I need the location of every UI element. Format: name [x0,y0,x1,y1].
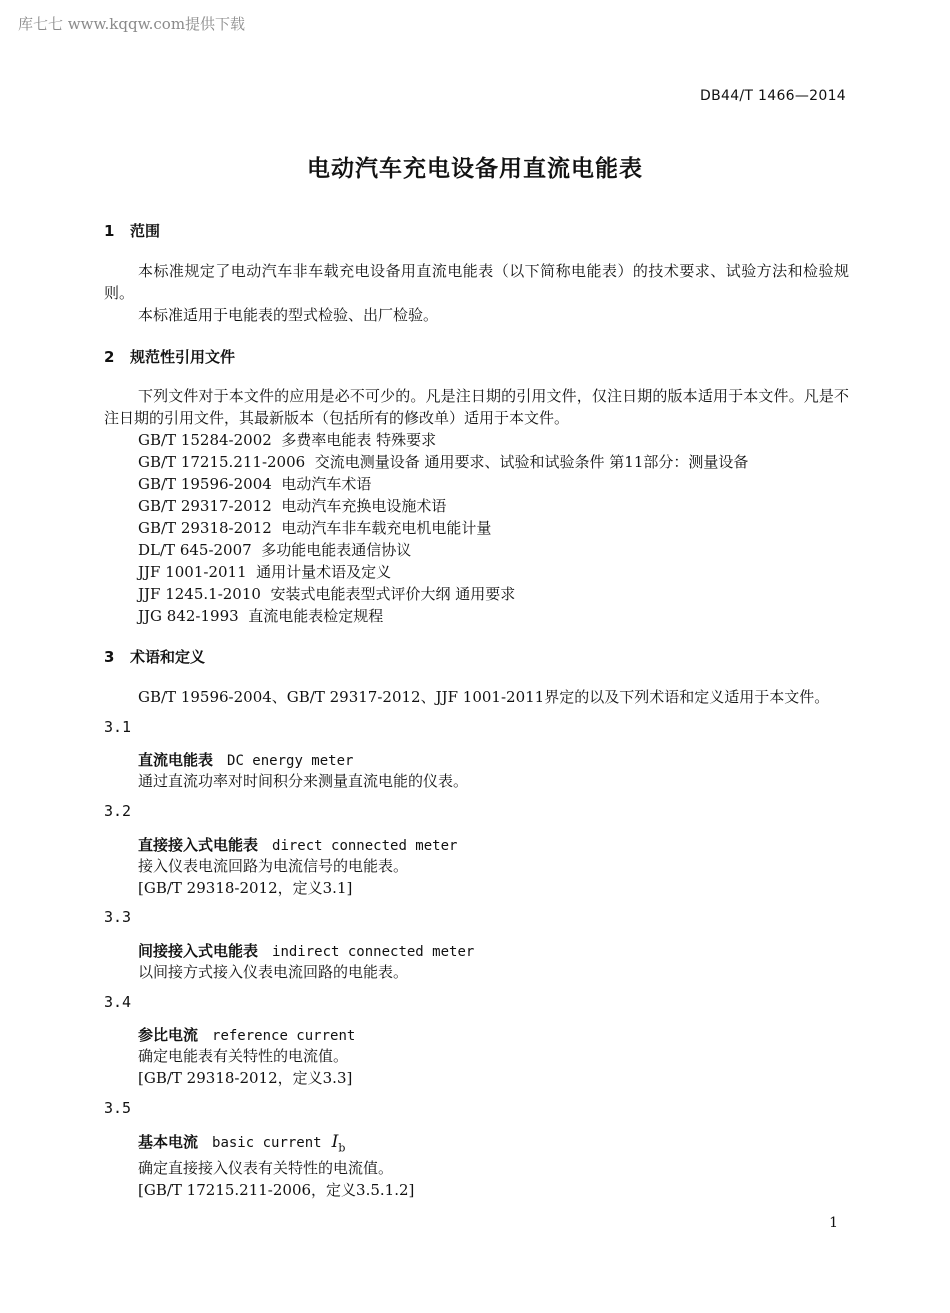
term-definition: 确定直接接入仪表有关特性的电流值。 [138,1159,394,1177]
term-en: reference current [212,1028,356,1044]
term-definition: 接入仪表电流回路为电流信号的电能表。 [138,857,409,875]
document-title: 电动汽车充电设备用直流电能表 [307,156,643,182]
reference-code: GB/T 17215.211-2006 [138,453,306,471]
reference-title: 多功能电能表通信协议 [261,541,412,559]
section-number: 3 [104,648,115,666]
term-definition: 通过直流功率对时间积分来测量直流电能的仪表。 [138,772,469,790]
reference-code: GB/T 29318-2012 [138,519,272,537]
term-zh: 基本电流 [138,1133,199,1151]
reference-code: JJF 1001-2011 [138,563,247,581]
section-title: 术语和定义 [130,648,206,666]
term-heading [138,834,457,855]
reference-item [138,517,491,538]
term-zh: 间接接入式电能表 [138,942,259,960]
reference-title: 安装式电能表型式评价大纲 通用要求 [270,585,516,603]
reference-item [138,451,748,472]
clause-number: 3.1 [104,718,132,736]
symbol-subscript: b [338,1141,346,1155]
reference-title: 电动汽车非车载充电机电能计量 [281,519,492,537]
term-en: indirect connected meter [272,944,475,960]
section-1-heading [104,220,160,241]
reference-title: 直流电能表检定规程 [248,607,384,625]
standard-code: DB44/T 1466—2014 [700,88,846,104]
reference-title: 通用计量术语及定义 [256,563,392,581]
term-definition: 以间接方式接入仪表电流回路的电能表。 [138,963,409,981]
reference-item [138,605,383,626]
page-number: 1 [829,1215,838,1231]
clause-number: 3.3 [104,908,132,926]
term-heading [138,1131,345,1154]
section-number: 2 [104,348,115,366]
term-source: [GB/T 29318-2012，定义3.1] [138,879,353,897]
section-title: 规范性引用文件 [130,348,236,366]
section-title: 范围 [130,222,161,240]
term-symbol [331,1132,346,1155]
reference-code: JJG 842-1993 [138,607,239,625]
clause-number: 3.4 [104,993,132,1011]
reference-title: 电动汽车充换电设施术语 [281,497,447,515]
term-en: direct connected meter [272,838,458,854]
reference-code: JJF 1245.1-2010 [138,585,261,603]
term-zh: 直接接入式电能表 [138,836,259,854]
reference-code: GB/T 15284-2002 [138,431,272,449]
reference-item [138,539,411,560]
section-2-heading [104,346,235,367]
reference-item [138,473,371,494]
term-source: [GB/T 17215.211-2006，定义3.5.1.2] [138,1181,415,1199]
reference-title: 电动汽车术语 [281,475,372,493]
clause-number: 3.2 [104,802,132,820]
reference-item [138,495,446,516]
term-heading [138,749,353,770]
section-1-paragraph-1: 本标准规定了电动汽车非车载充电设备用直流电能表（以下简称电能表）的技术要求、试验方法和检验规则。 [104,262,849,302]
term-source: [GB/T 29318-2012，定义3.3] [138,1069,353,1087]
reference-title: 交流电测量设备 通用要求、试验和试验条件 第11部分：测量设备 [314,453,749,471]
section-1-paragraph-2: 本标准适用于电能表的型式检验、出厂检验。 [138,306,439,324]
term-zh: 参比电流 [138,1026,199,1044]
term-heading [138,940,474,961]
term-zh: 直流电能表 [138,751,214,769]
clause-number: 3.5 [104,1099,132,1117]
term-heading [138,1024,355,1045]
reference-item [138,429,436,450]
section-3-intro: GB/T 19596-2004、GB/T 29317-2012、JJF 1001-2011界定的以及下列术语和定义适用于本文件。 [138,688,830,706]
term-definition: 确定电能表有关特性的电流值。 [138,1047,349,1065]
term-en: basic current [212,1135,322,1151]
section-3-heading [104,646,205,667]
reference-title: 多费率电能表 特殊要求 [281,431,437,449]
reference-code: GB/T 29317-2012 [138,497,272,515]
term-en: DC energy meter [227,753,354,769]
section-number: 1 [104,222,115,240]
reference-code: DL/T 645-2007 [138,541,252,559]
watermark-text: 库七七 www.kqqw.com提供下载 [18,15,246,33]
section-2-paragraph: 下列文件对于本文件的应用是必不可少的。凡是注日期的引用文件，仅注日期的版本适用于本文件。凡是不注日期的引用文件，其最新版本（包括所有的修改单）适用于本文件。 [104,387,849,427]
symbol-letter: I [331,1132,339,1152]
reference-code: GB/T 19596-2004 [138,475,272,493]
reference-item [138,561,391,582]
reference-item [138,583,515,604]
